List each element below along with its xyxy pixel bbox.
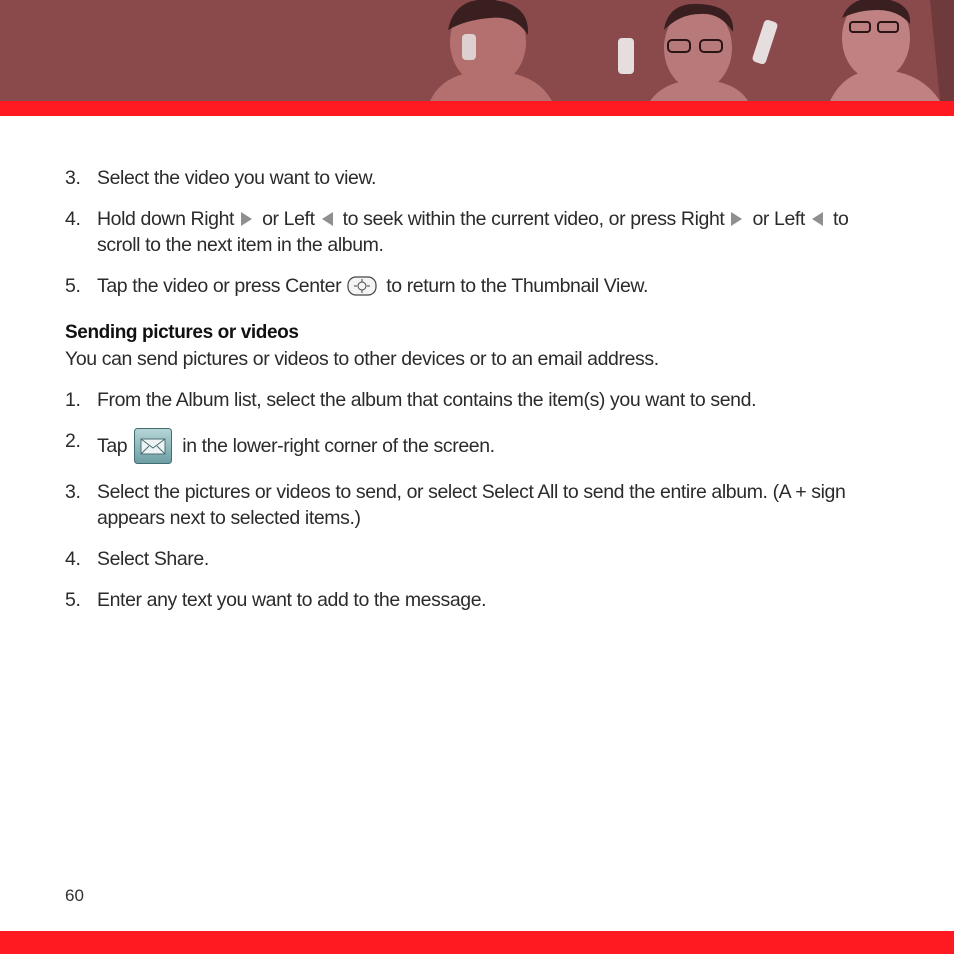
step-number: 3.: [65, 481, 81, 503]
right-arrow-icon: [731, 212, 742, 226]
step-text: Select the pictures or videos to send, or select Select All to send the entire album. (A + sign appears next to selected items.): [97, 481, 846, 529]
page-number: 60: [65, 886, 84, 905]
step-text: or Left: [257, 208, 315, 230]
header-photo: [0, 0, 954, 101]
step-text: to seek within the current video, or press Right: [337, 208, 725, 230]
step-number: 2.: [65, 430, 81, 452]
step-text: to scroll to the next item in the album.: [97, 208, 849, 256]
list-item: [65, 546, 885, 572]
list-item: [65, 165, 885, 191]
step-text: Enter any text you want to add to the message.: [97, 589, 487, 611]
step-text: Hold down Right: [97, 208, 235, 230]
step-text: to return to the Thumbnail View.: [381, 275, 649, 297]
section-heading: Sending pictures or videos: [65, 322, 299, 343]
step-number: 5.: [65, 275, 81, 297]
step-text: Tap the video or press Center: [97, 275, 342, 297]
step-text: in the lower-right corner of the screen.: [177, 435, 495, 457]
list-item: [65, 428, 885, 464]
step-number: 5.: [65, 589, 81, 611]
step-text: Tap: [97, 435, 128, 457]
section-intro: You can send pictures or videos to other devices or to an email address.: [65, 348, 659, 370]
list-item: [65, 587, 885, 613]
content: [65, 165, 885, 628]
header-banner: [0, 0, 954, 101]
left-arrow-icon: [322, 212, 333, 226]
list-item: [65, 479, 885, 531]
left-arrow-icon: [812, 212, 823, 226]
list-item: [65, 387, 885, 413]
step-number: 3.: [65, 167, 81, 189]
center-key-icon: [347, 276, 377, 296]
step-text: Select Share.: [97, 548, 209, 570]
list-item: [65, 206, 885, 258]
mail-send-icon: [134, 428, 172, 464]
step-number: 4.: [65, 208, 81, 230]
step-number: 4.: [65, 548, 81, 570]
list-item: [65, 273, 885, 299]
right-arrow-icon: [241, 212, 252, 226]
step-number: 1.: [65, 389, 81, 411]
step-text: Select the video you want to view.: [97, 167, 377, 189]
footer-stripe: [0, 931, 954, 954]
step-text: or Left: [747, 208, 805, 230]
step-text: From the Album list, select the album that contains the item(s) you want to send.: [97, 389, 757, 411]
header-stripe: [0, 101, 954, 116]
